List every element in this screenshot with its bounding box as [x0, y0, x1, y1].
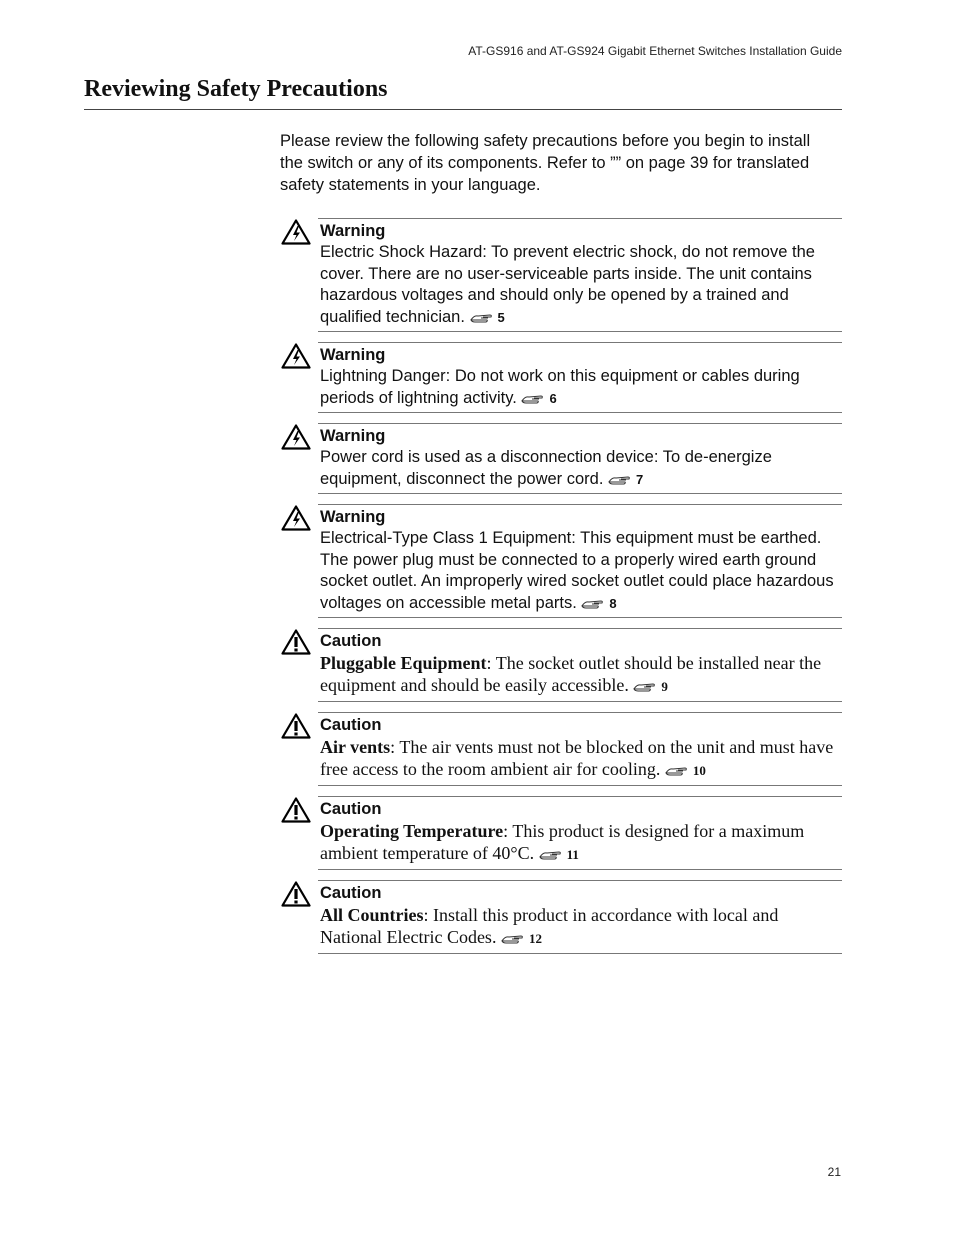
notice-label: Caution — [320, 800, 382, 818]
hand-pointer-icon — [521, 394, 545, 404]
warning-notice — [318, 504, 842, 618]
caution-exclamation-icon — [281, 713, 311, 739]
translation-reference: 9 — [633, 679, 668, 694]
caution-notice — [318, 712, 842, 786]
hand-pointer-icon — [539, 850, 563, 860]
electric-shock-warning-icon — [281, 505, 311, 531]
hand-pointer-icon — [501, 934, 525, 944]
caution-notice — [318, 628, 842, 702]
notice-text: Operating Temperature: This product is designed for a maximum ambient temperature of 40°C. 11 — [320, 821, 805, 863]
notice-lead: All Countries — [320, 905, 424, 925]
hand-pointer-icon — [633, 682, 657, 692]
translation-reference: 10 — [665, 763, 706, 778]
caution-notice — [318, 796, 842, 870]
hand-pointer-icon — [581, 599, 605, 609]
intro-paragraph: Please review the following safety precautions before you begin to install the switch or any of its components. Refer to ”” on page 39 for translated safety statements in your language. — [280, 132, 811, 194]
translation-reference: 11 — [539, 847, 579, 862]
safety-notices-list — [280, 218, 842, 964]
electric-shock-warning-icon — [281, 424, 311, 450]
hand-pointer-icon — [470, 313, 494, 323]
notice-text: Lightning Danger: Do not work on this equipment or cables during periods of lightning activity. 6 — [320, 367, 800, 407]
notice-label: Caution — [320, 716, 382, 734]
hand-pointer-icon — [665, 766, 689, 776]
notice-label: Warning — [320, 427, 386, 445]
electric-shock-warning-icon — [281, 219, 311, 245]
notice-label: Warning — [320, 222, 386, 240]
translation-reference: 6 — [521, 391, 556, 406]
notice-text: Power cord is used as a disconnection device: To de-energize equipment, disconnect the power cord. 7 — [320, 448, 772, 488]
notice-text: All Countries: Install this product in accordance with local and National Electric Codes. 12 — [320, 905, 779, 947]
translation-reference: 5 — [470, 310, 505, 325]
notice-label: Caution — [320, 632, 382, 650]
notice-label: Warning — [320, 508, 386, 526]
caution-exclamation-icon — [281, 797, 311, 823]
translation-reference: 7 — [608, 472, 643, 487]
notice-text: Pluggable Equipment: The socket outlet should be installed near the equipment and should be easily accessible. 9 — [320, 653, 822, 695]
notice-label: Caution — [320, 884, 382, 902]
notice-lead: Operating Temperature — [320, 821, 504, 841]
notice-lead: Air vents — [320, 737, 391, 757]
electric-shock-warning-icon — [281, 343, 311, 369]
notice-text: Electric Shock Hazard: To prevent electric shock, do not remove the cover. There are no user-serviceable parts inside. The unit contains hazardous voltages and should only be opened by a trained and qualified technician. 5 — [320, 243, 815, 326]
warning-notice — [318, 342, 842, 413]
warning-notice — [318, 218, 842, 332]
running-header: AT-GS916 and AT-GS924 Gigabit Ethernet Switches Installation Guide — [468, 44, 842, 58]
caution-exclamation-icon — [281, 629, 311, 655]
page-title: Reviewing Safety Precautions — [84, 76, 842, 110]
notice-label: Warning — [320, 346, 386, 364]
notice-text: Electrical-Type Class 1 Equipment: This equipment must be earthed. The power plug must be connected to a properly wired earth ground socket outlet. An improperly wired socket outlet could place hazardous voltages on accessible metal parts. 8 — [320, 529, 834, 612]
hand-pointer-icon — [608, 475, 632, 485]
notice-lead: Pluggable Equipment — [320, 653, 487, 673]
notice-text: Air vents: The air vents must not be blocked on the unit and must have free access to the room ambient air for cooling. 10 — [320, 737, 834, 779]
caution-exclamation-icon — [281, 881, 311, 907]
warning-notice — [318, 423, 842, 494]
translation-reference: 8 — [581, 596, 616, 611]
caution-notice — [318, 880, 842, 954]
page-number: 21 — [827, 1165, 841, 1179]
translation-reference: 12 — [501, 931, 542, 946]
